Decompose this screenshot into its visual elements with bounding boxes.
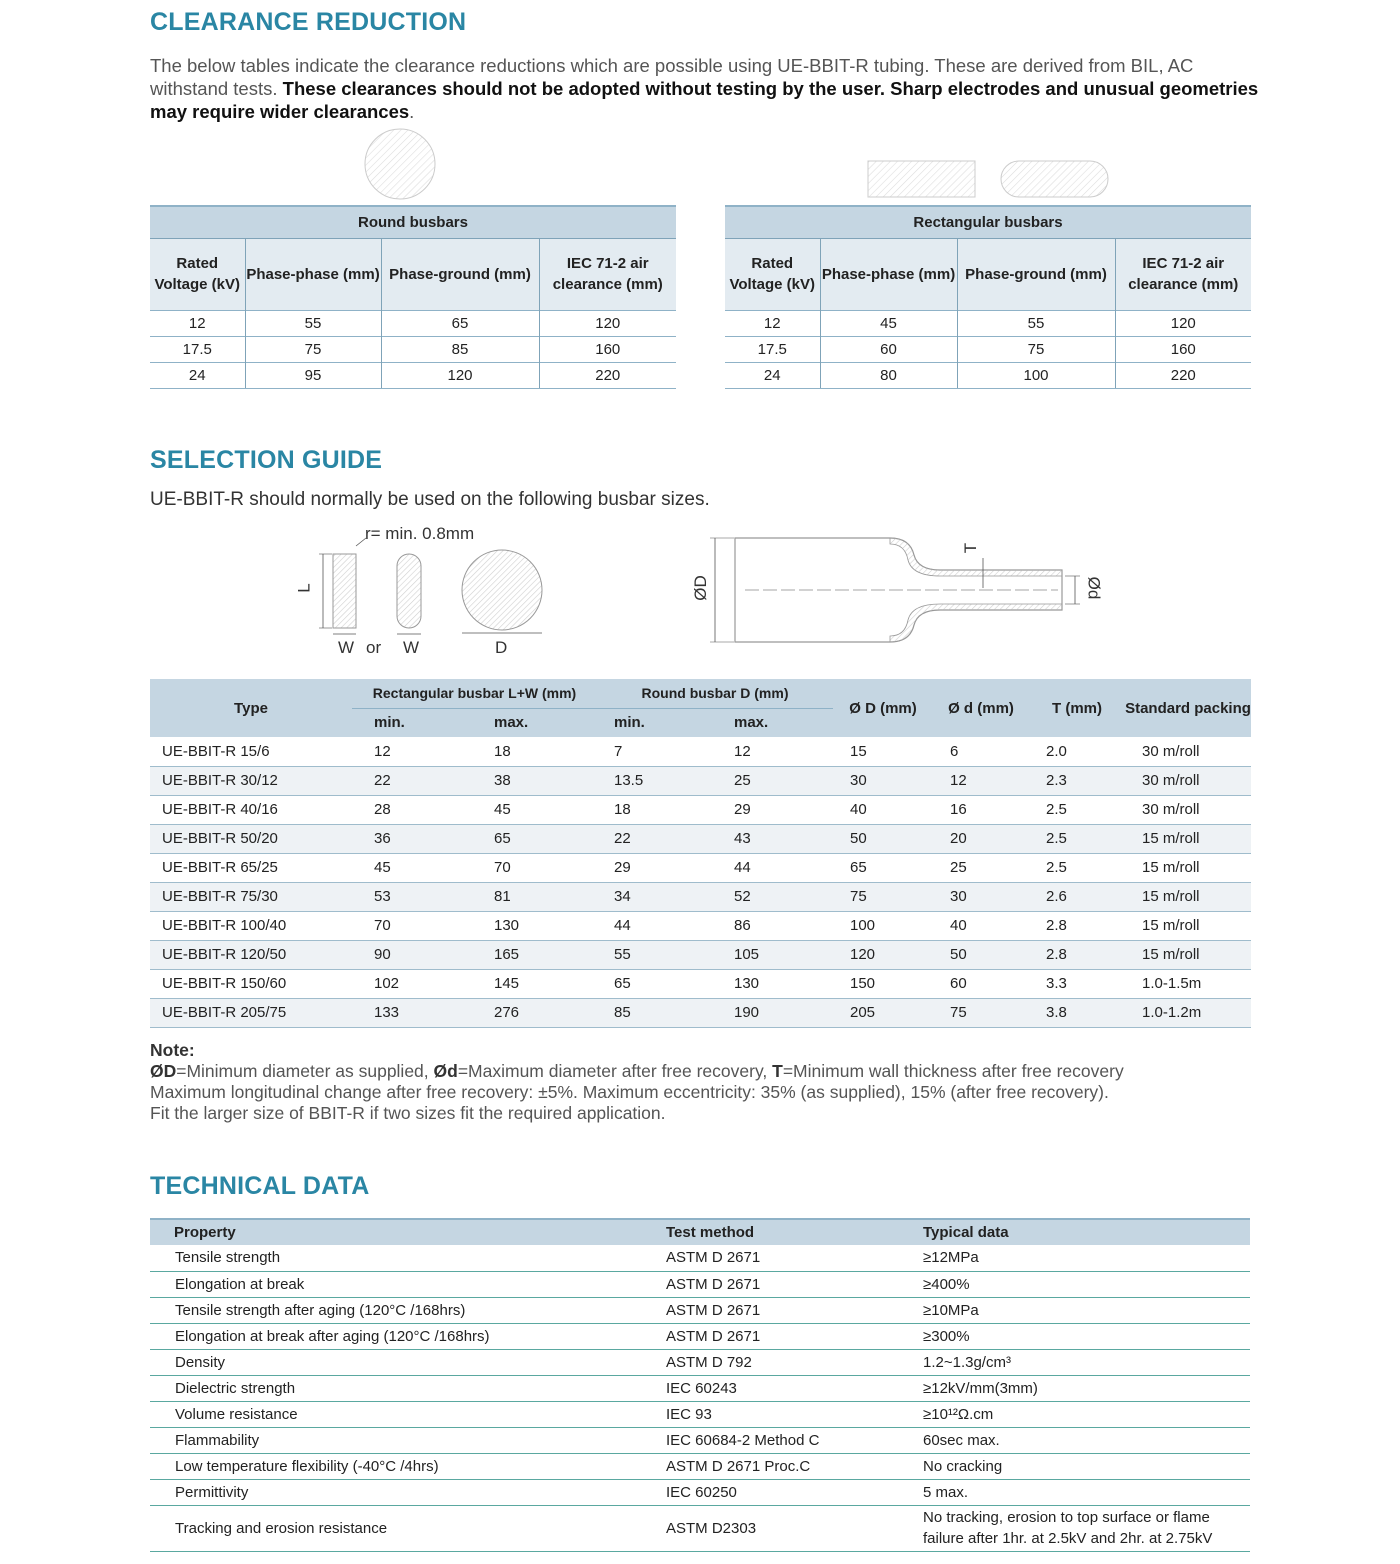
round-busbars-header: Round busbars <box>150 206 676 238</box>
cell: 276 <box>477 998 597 1027</box>
cell: 36 <box>352 824 477 853</box>
cell: IEC 60243 <box>666 1375 923 1401</box>
col-outer-diameter: Ø D (mm) <box>833 679 933 737</box>
cell: 1.2~1.3g/cm³ <box>923 1349 1250 1375</box>
technical-table-body <box>150 1245 1250 1551</box>
col-rated-voltage: Rated Voltage (kV) <box>725 238 820 310</box>
round-busbar-illustration <box>360 128 440 200</box>
cell: 38 <box>477 766 597 795</box>
cell: Volume resistance <box>150 1401 666 1427</box>
col-phase-phase: Phase-phase (mm) <box>245 238 381 310</box>
cell: 2.3 <box>1029 766 1125 795</box>
cell: 75 <box>933 998 1029 1027</box>
cell: ≥10¹²Ω.cm <box>923 1401 1250 1427</box>
table-row <box>150 882 1251 911</box>
technical-title: TECHNICAL DATA <box>150 1172 370 1200</box>
cell: IEC 60250 <box>666 1479 923 1505</box>
cell: 100 <box>833 911 933 940</box>
cell: 55 <box>245 310 381 336</box>
cell: 100 <box>957 362 1115 388</box>
inner-diameter-label: Ød <box>1084 576 1104 600</box>
table-row <box>150 998 1251 1027</box>
cell: 43 <box>717 824 833 853</box>
clearance-intro: The below tables indicate the clearance reductions which are possible using UE-BBIT-R tubing. These are derived from BIL, AC withstand tests. These clearances should not be adopted without testing by the user. Sharp electrodes and unusual geometries may require wider clearances. <box>150 55 1259 122</box>
cell: Tensile strength after aging (120°C /168hrs) <box>150 1297 666 1323</box>
col-iec-clearance: IEC 71-2 air clearance (mm) <box>539 238 676 310</box>
note-label: Note: <box>150 1040 195 1060</box>
cell: 15 m/roll <box>1125 853 1251 882</box>
cell: 80 <box>820 362 957 388</box>
note-t-key: T <box>772 1061 783 1081</box>
cell: Tensile strength <box>150 1245 666 1271</box>
table-row <box>150 1427 1250 1453</box>
cell: 1.0-1.5m <box>1125 969 1251 998</box>
cell: 160 <box>1115 336 1251 362</box>
table-row <box>150 362 676 388</box>
cell: ASTM D 2671 <box>666 1323 923 1349</box>
cell: 130 <box>477 911 597 940</box>
clearance-title: CLEARANCE REDUCTION <box>150 8 467 36</box>
cell: 2.0 <box>1029 737 1125 766</box>
col-phase-ground: Phase-ground (mm) <box>381 238 539 310</box>
table-row <box>150 336 676 362</box>
cell: 145 <box>477 969 597 998</box>
cell: ASTM D 2671 <box>666 1297 923 1323</box>
cell: 15 m/roll <box>1125 940 1251 969</box>
col-type: Type <box>150 679 352 737</box>
cell: 2.5 <box>1029 824 1125 853</box>
length-label: L <box>294 583 314 593</box>
cell: 15 m/roll <box>1125 824 1251 853</box>
cell: 2.5 <box>1029 795 1125 824</box>
note-line-2: Maximum longitudinal change after free recovery: ±5%. Maximum eccentricity: 35% (as supplied), 15% (after free recovery). <box>150 1082 1109 1102</box>
table-row <box>150 940 1251 969</box>
col-round-min: min. <box>597 708 717 737</box>
cell: ≥10MPa <box>923 1297 1250 1323</box>
cell: Permittivity <box>150 1479 666 1505</box>
col-round-max: max. <box>717 708 833 737</box>
table-row <box>150 1297 1250 1323</box>
col-iec-clearance: IEC 71-2 air clearance (mm) <box>1115 238 1251 310</box>
cell: 102 <box>352 969 477 998</box>
cell: Tracking and erosion resistance <box>150 1505 666 1551</box>
cell: 17.5 <box>725 336 820 362</box>
cell: 52 <box>717 882 833 911</box>
cell: IEC 93 <box>666 1401 923 1427</box>
cell: 15 m/roll <box>1125 882 1251 911</box>
col-property: Property <box>150 1219 666 1245</box>
cell: 133 <box>352 998 477 1027</box>
cell: 105 <box>717 940 833 969</box>
table-row <box>150 969 1251 998</box>
cell: 150 <box>833 969 933 998</box>
selection-subtitle: UE-BBIT-R should normally be used on the following busbar sizes. <box>150 489 710 510</box>
cell: No cracking <box>923 1453 1250 1479</box>
table-row <box>150 310 676 336</box>
cell: 12 <box>933 766 1029 795</box>
round-busbars-table <box>150 205 676 389</box>
cell: UE-BBIT-R 120/50 <box>150 940 352 969</box>
col-round-busbar: Round busbar D (mm) <box>597 679 833 708</box>
cell: 50 <box>833 824 933 853</box>
cell: 120 <box>539 310 676 336</box>
cell: 12 <box>717 737 833 766</box>
cell: ASTM D2303 <box>666 1505 923 1551</box>
table-row <box>150 795 1251 824</box>
cell: 6 <box>933 737 1029 766</box>
cell: 45 <box>477 795 597 824</box>
thickness-label: T <box>961 542 981 554</box>
cell: 16 <box>933 795 1029 824</box>
table-row <box>150 1479 1250 1505</box>
table-row <box>150 911 1251 940</box>
cell: UE-BBIT-R 15/6 <box>150 737 352 766</box>
cell: 70 <box>352 911 477 940</box>
cell: 120 <box>381 362 539 388</box>
note-od-key: ØD <box>150 1061 177 1081</box>
cell: ≥300% <box>923 1323 1250 1349</box>
cell: 34 <box>597 882 717 911</box>
cell: 85 <box>381 336 539 362</box>
rectangular-busbars-table <box>725 205 1251 389</box>
col-wall-thickness: T (mm) <box>1029 679 1125 737</box>
cell: 25 <box>717 766 833 795</box>
cell: 60 <box>820 336 957 362</box>
cell: 160 <box>539 336 676 362</box>
cell: 65 <box>833 853 933 882</box>
technical-data-table <box>150 1218 1250 1552</box>
table-row <box>725 336 1251 362</box>
cell: 120 <box>1115 310 1251 336</box>
cell: UE-BBIT-R 75/30 <box>150 882 352 911</box>
cell: 45 <box>352 853 477 882</box>
cell: 190 <box>717 998 833 1027</box>
table-row <box>150 766 1251 795</box>
cell: 29 <box>597 853 717 882</box>
cell: UE-BBIT-R 205/75 <box>150 998 352 1027</box>
cell: ≥12MPa <box>923 1245 1250 1271</box>
cell: 28 <box>352 795 477 824</box>
cell: 20 <box>933 824 1029 853</box>
note-id-key: Ød <box>433 1061 458 1081</box>
note-t-text: =Minimum wall thickness after free recovery <box>782 1061 1124 1081</box>
tube-dimension-diagram <box>700 530 1110 650</box>
cell: 15 m/roll <box>1125 911 1251 940</box>
width-label-2: W <box>403 638 420 657</box>
col-rectangular-busbar: Rectangular busbar L+W (mm) <box>352 679 597 708</box>
col-rect-min: min. <box>352 708 477 737</box>
cell: 81 <box>477 882 597 911</box>
cell: ASTM D 2671 <box>666 1245 923 1271</box>
cell: 65 <box>597 969 717 998</box>
cell: 50 <box>933 940 1029 969</box>
col-test-method: Test method <box>666 1219 923 1245</box>
cell: 30 m/roll <box>1125 795 1251 824</box>
cell: 25 <box>933 853 1029 882</box>
cell: 13.5 <box>597 766 717 795</box>
cell: 45 <box>820 310 957 336</box>
cell: 12 <box>150 310 245 336</box>
cell: 2.8 <box>1029 911 1125 940</box>
cell: 2.8 <box>1029 940 1125 969</box>
cell: Density <box>150 1349 666 1375</box>
cell: 30 <box>933 882 1029 911</box>
cell: 85 <box>597 998 717 1027</box>
cell: 2.6 <box>1029 882 1125 911</box>
cell: 130 <box>717 969 833 998</box>
cell: 220 <box>1115 362 1251 388</box>
cell: 44 <box>597 911 717 940</box>
cell: 55 <box>957 310 1115 336</box>
cell: 70 <box>477 853 597 882</box>
cell: 165 <box>477 940 597 969</box>
cell: 2.5 <box>1029 853 1125 882</box>
cell: 60sec max. <box>923 1427 1250 1453</box>
cell: ASTM D 792 <box>666 1349 923 1375</box>
cell: 40 <box>933 911 1029 940</box>
cell: UE-BBIT-R 50/20 <box>150 824 352 853</box>
cell: 90 <box>352 940 477 969</box>
table-row <box>150 824 1251 853</box>
col-phase-ground: Phase-ground (mm) <box>957 238 1115 310</box>
cell: 75 <box>957 336 1115 362</box>
cell: 120 <box>833 940 933 969</box>
cell: ≥400% <box>923 1271 1250 1297</box>
cell: UE-BBIT-R 65/25 <box>150 853 352 882</box>
rectangular-busbars-header: Rectangular busbars <box>725 206 1251 238</box>
cell: 75 <box>245 336 381 362</box>
col-phase-phase: Phase-phase (mm) <box>820 238 957 310</box>
cell: 44 <box>717 853 833 882</box>
cell: Low temperature flexibility (-40°C /4hrs) <box>150 1453 666 1479</box>
cell: 40 <box>833 795 933 824</box>
cell: 3.3 <box>1029 969 1125 998</box>
outer-diameter-label: ØD <box>690 575 710 601</box>
selection-guide-table <box>150 679 1251 1028</box>
cell: 75 <box>833 882 933 911</box>
selection-table-body <box>150 737 1251 1027</box>
width-label-1: W <box>338 638 355 657</box>
cell: 24 <box>725 362 820 388</box>
cell: UE-BBIT-R 100/40 <box>150 911 352 940</box>
cell: 3.8 <box>1029 998 1125 1027</box>
or-label: or <box>366 638 382 657</box>
table-row <box>150 1323 1250 1349</box>
radius-label: r= min. 0.8mm <box>365 524 475 543</box>
cell: 18 <box>597 795 717 824</box>
cell: 22 <box>352 766 477 795</box>
cell: 12 <box>725 310 820 336</box>
cell: IEC 60684-2 Method C <box>666 1427 923 1453</box>
table-row <box>150 1505 1250 1551</box>
col-rated-voltage: Rated Voltage (kV) <box>150 238 245 310</box>
table-row <box>150 1453 1250 1479</box>
cell: 17.5 <box>150 336 245 362</box>
cell: 65 <box>381 310 539 336</box>
table-row <box>725 310 1251 336</box>
cell: Dielectric strength <box>150 1375 666 1401</box>
cell: 5 max. <box>923 1479 1250 1505</box>
cell: 30 m/roll <box>1125 737 1251 766</box>
cell: 53 <box>352 882 477 911</box>
cell: 1.0-1.2m <box>1125 998 1251 1027</box>
cell: 29 <box>717 795 833 824</box>
cell: 12 <box>352 737 477 766</box>
cell: No tracking, erosion to top surface or flame failure after 1hr. at 2.5kV and 2hr. at 2.75kV <box>923 1505 1250 1551</box>
table-row <box>150 1401 1250 1427</box>
cell: UE-BBIT-R 40/16 <box>150 795 352 824</box>
col-standard-packing: Standard packing <box>1125 679 1251 737</box>
cell: 220 <box>539 362 676 388</box>
cell: Elongation at break after aging (120°C /168hrs) <box>150 1323 666 1349</box>
table-row <box>150 737 1251 766</box>
selection-title: SELECTION GUIDE <box>150 446 383 474</box>
cell: UE-BBIT-R 30/12 <box>150 766 352 795</box>
cell: 30 <box>833 766 933 795</box>
cell: 7 <box>597 737 717 766</box>
col-typical-data: Typical data <box>923 1219 1250 1245</box>
cell: 205 <box>833 998 933 1027</box>
col-rect-max: max. <box>477 708 597 737</box>
cell: 15 <box>833 737 933 766</box>
cell: 86 <box>717 911 833 940</box>
diameter-label: D <box>495 638 508 657</box>
table-row <box>150 853 1251 882</box>
note-od-text: =Minimum diameter as supplied, <box>176 1061 434 1081</box>
cell: 60 <box>933 969 1029 998</box>
table-row <box>725 362 1251 388</box>
table-row <box>150 1245 1250 1271</box>
cell: Elongation at break <box>150 1271 666 1297</box>
cell: 95 <box>245 362 381 388</box>
table-row <box>150 1349 1250 1375</box>
cell: 22 <box>597 824 717 853</box>
table-row <box>150 1271 1250 1297</box>
cell: Flammability <box>150 1427 666 1453</box>
table-row <box>150 1375 1250 1401</box>
note-id-text: =Maximum diameter after free recovery, <box>457 1061 773 1081</box>
cell: ASTM D 2671 <box>666 1271 923 1297</box>
cell: 18 <box>477 737 597 766</box>
cell: ASTM D 2671 Proc.C <box>666 1453 923 1479</box>
cell: 65 <box>477 824 597 853</box>
cell: 30 m/roll <box>1125 766 1251 795</box>
col-inner-diameter: Ø d (mm) <box>933 679 1029 737</box>
rectangular-busbar-illustration <box>865 158 1115 200</box>
cell: 24 <box>150 362 245 388</box>
cell: UE-BBIT-R 150/60 <box>150 969 352 998</box>
selection-note <box>150 1040 1124 1124</box>
note-line-3: Fit the larger size of BBIT-R if two sizes fit the required application. <box>150 1103 666 1123</box>
cell: ≥12kV/mm(3mm) <box>923 1375 1250 1401</box>
cell: 55 <box>597 940 717 969</box>
